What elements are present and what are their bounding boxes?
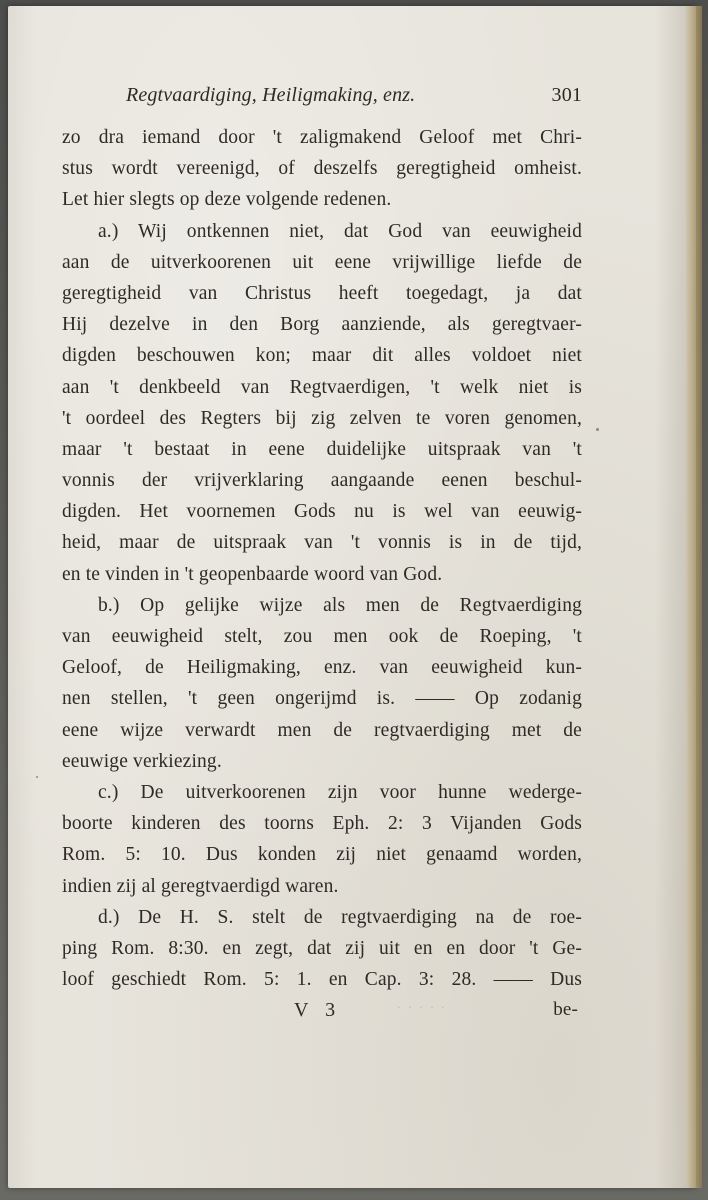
text-line: Hij dezelve in den Borg aanziende, als geregtvaer-: [62, 314, 582, 336]
paragraph-b-line: b.) Op gelijke wijze als men de Regtvaerdiging: [98, 594, 582, 616]
text-line: indien zij al geregtvaerdigd waren.: [62, 875, 339, 897]
running-title: Regtvaardiging, Heiligmaking, enz.: [126, 84, 416, 106]
text-line: geregtigheid van Christus heeft toegedagt, ja dat: [62, 282, 582, 304]
catchword: be-: [553, 999, 578, 1021]
text-line: Let hier slegts op deze volgende redenen.: [62, 189, 392, 211]
paragraph-c-line: c.) De uitverkoorenen zijn voor hunne wederge-: [98, 781, 582, 803]
text-line: maar 't bestaat in eene duidelijke uitspraak van 't: [62, 438, 582, 460]
page-edge: [686, 6, 702, 1188]
text-line: nen stellen, 't geen ongerijmd is. —— Op zodanig: [62, 688, 582, 710]
text-line: boorte kinderen des toorns Eph. 2: 3 Vijanden Gods: [62, 813, 582, 835]
text-line: ping Rom. 8:30. en zegt, dat zij uit en en door 't Ge-: [62, 937, 582, 959]
ink-speck: [596, 428, 599, 431]
text-line: heid, maar de uitspraak van 't vonnis is in de tijd,: [62, 532, 582, 554]
text-line: vonnis der vrijverklaring aangaande eenen beschul-: [62, 470, 582, 492]
text-line: stus wordt vereenigd, of deszelfs geregtigheid omheist.: [62, 158, 582, 180]
ink-speck: [36, 776, 38, 778]
text-line: van eeuwigheid stelt, zou men ook de Roeping, 't: [62, 626, 582, 647]
text-line: Rom. 5: 10. Dus konden zij niet genaamd worden,: [62, 844, 582, 866]
text-line: Geloof, de Heiligmaking, enz. van eeuwigheid kun-: [62, 657, 582, 679]
page-footer: [62, 997, 582, 1033]
text-line: 't oordeel des Regters bij zig zelven te voren genomen,: [62, 407, 582, 429]
text-line: aan de uitverkoorenen uit eene vrijwillige liefde de: [62, 251, 582, 273]
text-line: zo dra iemand door 't zaligmakend Geloof met Chri-: [62, 127, 582, 148]
page-number: 301: [551, 84, 582, 106]
text-line: en te vinden in 't geopenbaarde woord van God.: [62, 563, 443, 585]
paragraph-a-line: a.) Wij ontkennen niet, dat God van eeuwigheid: [98, 220, 582, 242]
running-head: [62, 82, 582, 114]
paragraph-d-line: d.) De H. S. stelt de regtvaerdiging na de roe-: [98, 906, 582, 928]
text-line: aan 't denkbeeld van Regtvaerdigen, 't welk niet is: [62, 376, 582, 398]
text-line: eene wijze verwardt men de regtvaerdiging met de: [62, 719, 582, 741]
page-content: [62, 82, 582, 1033]
text-line: digden beschouwen kon; maar dit alles voldoet niet: [62, 345, 582, 367]
text-line: eeuwige verkiezing.: [62, 750, 222, 772]
show-through-text: · · · · ·: [397, 1000, 447, 1015]
text-line: loof geschiedt Rom. 5: 1. en Cap. 3: 28. —— Dus: [62, 969, 582, 991]
signature-mark: V 3: [294, 999, 342, 1022]
text-line: digden. Het voornemen Gods nu is wel van eeuwig-: [62, 501, 582, 523]
